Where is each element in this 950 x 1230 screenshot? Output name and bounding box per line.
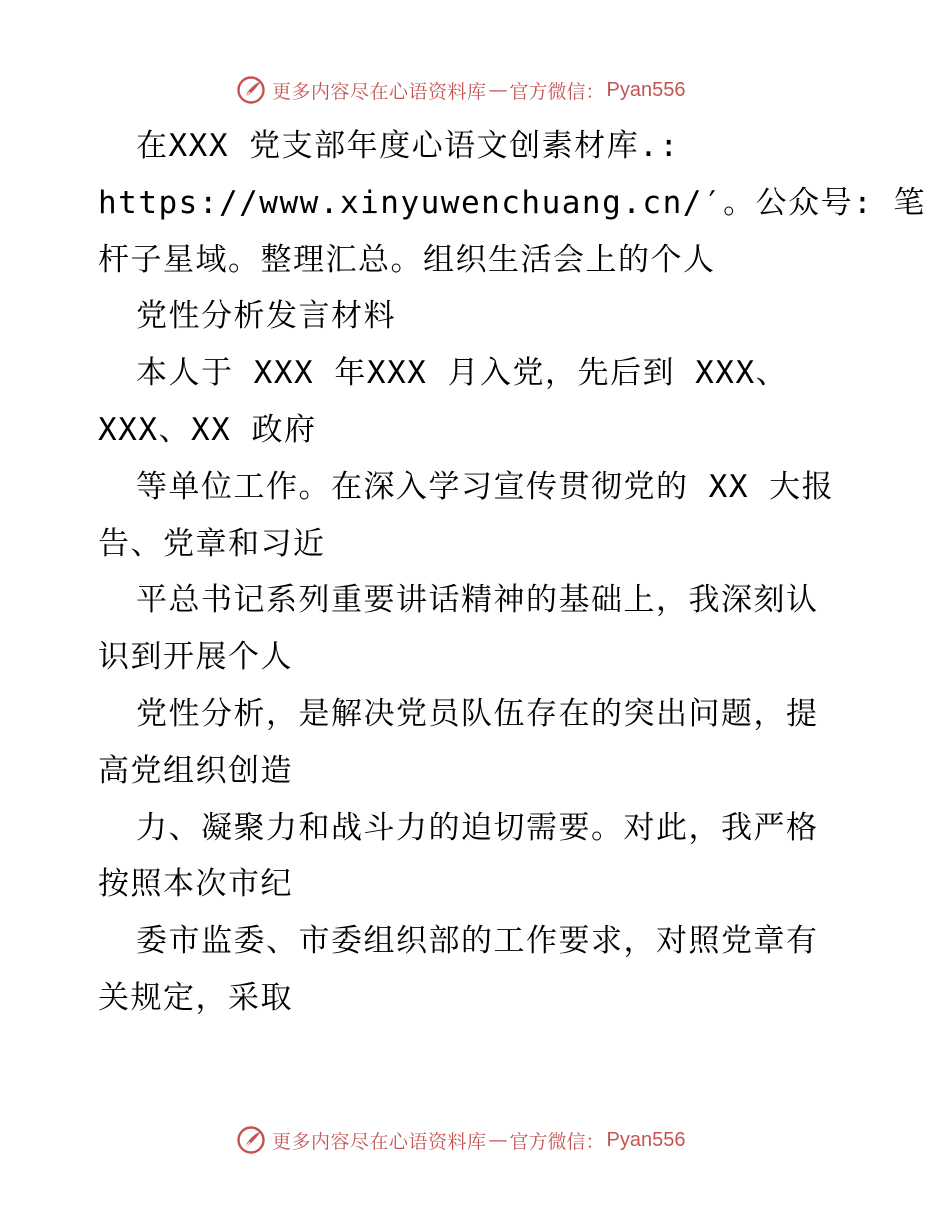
header-banner — [0, 70, 950, 110]
text-line: 在XXX 党支部年度心语文创素材库.: — [136, 128, 680, 164]
text-line: 高党组织创造 — [98, 752, 293, 789]
text-line: 平总书记系列重要讲话精神的基础上，我深刻认 — [136, 582, 819, 619]
quill-logo-icon — [236, 75, 266, 105]
text-line: 委市监委、市委组织部的工作要求，对照党章有 — [136, 923, 819, 960]
text-line: 告、党章和习近 — [98, 525, 326, 562]
banner-dash: — — [488, 1129, 508, 1151]
text-line: 按照本次市纪 — [98, 866, 293, 903]
banner-wechat-label: 官方微信： — [509, 1130, 605, 1153]
footer-banner — [0, 1120, 950, 1160]
text-line: 等单位工作。在深入学习宣传贯彻党的 XX 大报 — [136, 468, 835, 505]
text-line: https://www.xinyuwenchuang.cn/′。公众号: 笔 — [98, 184, 926, 221]
text-line: 党性分析发言材料 — [136, 298, 396, 335]
text-line: 力、凝聚力和战斗力的迫切需要。对此，我严格 — [136, 809, 819, 846]
banner-dash: — — [488, 79, 508, 101]
text-line: 关规定，采取 — [98, 979, 293, 1016]
document-body — [98, 118, 926, 1027]
text-line: 本人于 XXX 年XXX 月入党，先后到 XXX、 — [136, 355, 789, 392]
text-line: XXX、XX 政府 — [98, 411, 317, 448]
banner-wechat-label: 官方微信： — [509, 80, 605, 103]
text-line: 识到开展个人 — [98, 639, 293, 676]
banner-wechat-id: Pyan556 — [606, 1128, 686, 1151]
text-line: 杆子星域。整理汇总。组织生活会上的个人 — [98, 241, 716, 278]
text-line: 党性分析，是解决党员队伍存在的突出问题，提 — [136, 695, 819, 732]
banner-brand-text: 更多内容尽在心语资料库 — [272, 1130, 487, 1153]
quill-logo-icon — [236, 1125, 266, 1155]
banner-brand-text: 更多内容尽在心语资料库 — [272, 80, 487, 103]
banner-wechat-id: Pyan556 — [606, 78, 686, 101]
